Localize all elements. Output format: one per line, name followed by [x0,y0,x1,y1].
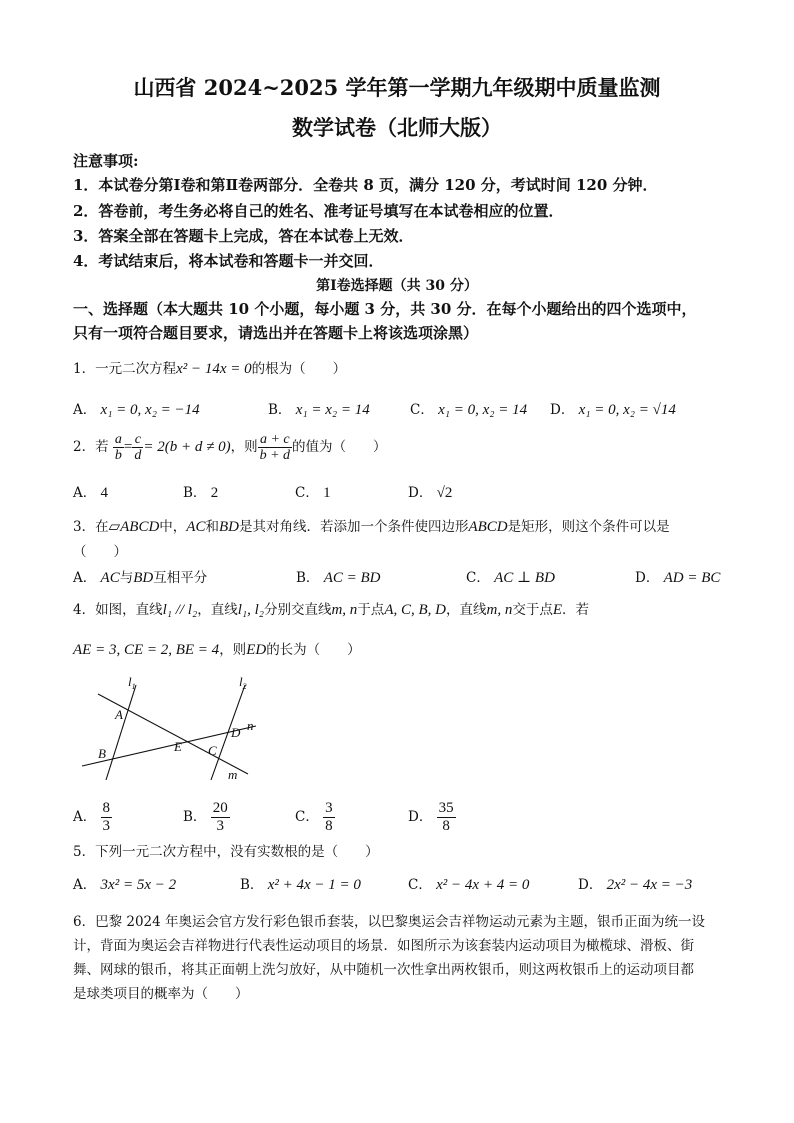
q2-prefix: 2．若 [73,439,109,455]
option-label: D． [408,809,433,825]
question-1-stem [73,357,346,378]
q4-text: 交于点 [512,602,553,618]
q4-math: AE = 3, CE = 2, BE = 4 [73,642,220,658]
frac-num: 8 [102,800,111,816]
option-label: A． [73,877,97,893]
q4-math: ED [246,642,267,658]
q4-text: ，直线 [197,602,238,618]
option-label: A． [73,485,97,501]
exam-title: 山西省 2024~2025 学年第一学期九年级期中质量监测 [133,75,661,100]
label-m: m [228,767,238,782]
frac-den: d [134,448,142,463]
q1-option-a[interactable] [73,398,200,419]
frac-num: 20 [212,800,228,816]
option-label: D． [578,877,603,893]
q5-option-d[interactable] [578,873,692,894]
label-b: B [98,746,106,761]
label-n: n [247,718,254,733]
q5-option-b[interactable] [240,873,361,894]
option-label: C． [408,877,432,893]
q3-option-b[interactable] [296,566,381,587]
question-5-stem: 5．下列一元二次方程中，没有实数根的是（ ） [73,844,379,860]
q4-option-d[interactable] [408,800,456,835]
fraction [437,800,456,835]
option-label: B． [183,809,207,825]
q1-prefix: 1．一元二次方程 [73,361,177,377]
option-text: x₁ = 0, x₂ = √14 [578,402,676,418]
q4-text: 的长为（ ） [266,642,361,658]
q4-math: m, n [331,602,358,618]
question-2-stem: 2．若 $\frac{a}{b}$ = $\frac{c}{d}$ = 2(b + d ≠ 0)，则 $\frac{a + c}{b + d}$ 的值为（ ） [73,432,387,463]
option-text: x₁ = 0, x₂ = 14 [438,402,528,418]
label-l2: $l_2$ [239,674,247,691]
option-label: A． [73,570,97,586]
fraction [132,432,143,463]
q4-math: l₁, l₂ [237,602,264,618]
notice-item: 3．答案全部在答题卡上完成，答在本试卷上无效． [73,227,414,245]
option-text: AD = BC [663,570,721,586]
frac-num: 35 [438,800,454,816]
question-4-stem [73,598,589,619]
q4-math: m, n [486,602,513,618]
question-6-line: 6．巴黎 2024 年奥运会官方发行彩色银币套装，以巴黎奥运会吉祥物运动元素为主题，银币正面为统一设 [73,914,706,930]
option-text: x₁ = 0, x₂ = −14 [100,402,200,418]
fraction [113,432,124,463]
q1-option-d[interactable] [550,398,676,419]
notice-item: 2．答卷前，考生务必将自己的姓名、准考证号填写在本试卷相应的位置． [73,202,564,220]
notice-item: 4．考试结束后，将本试卷和答题卡一并交回． [73,252,384,270]
option-text: AC [100,570,120,586]
part-heading: 只有一项符合题目要求，请选出并在答题卡上将该选项涂黑） [73,324,479,342]
q5-option-c[interactable] [408,873,529,894]
q1-option-c[interactable] [410,398,527,419]
option-label: A． [73,809,97,825]
question-6-line: 是球类项目的概率为（ ） [73,986,249,1002]
q3-answer-blank: （ ） [73,544,127,560]
option-text: BD [133,570,154,586]
label-e: E [174,739,182,754]
q4-text: ，则 [219,642,247,658]
q4-math: l₁ // l₂ [162,602,198,618]
q2-mid: ，则 [230,439,258,455]
notice-heading: 注意事项: [73,152,139,170]
line-l1 [106,685,136,780]
option-label: B． [240,877,264,893]
q3-text: 是其对角线．若添加一个条件使四边形 [238,519,469,535]
question-3-stem [73,515,670,536]
part-heading: 一、选择题（本大题共 10 个小题，每小题 3 分，共 30 分．在每个小题给出的四个选项中， [73,300,697,318]
option-label: D． [635,570,660,586]
q4-text: 于点 [357,602,385,618]
q4-option-c[interactable] [295,800,335,835]
option-label: C． [295,485,319,501]
fraction [323,800,335,835]
q4-math: A, C, B, D [384,602,446,618]
option-label: D． [550,402,575,418]
option-text: 3x² = 5x − 2 [100,877,177,893]
option-text: x₁ = x₂ = 14 [295,402,370,418]
q1-equation: x² − 14x = 0 [176,361,252,377]
fraction [101,800,113,835]
option-label: B． [296,570,320,586]
option-text: √2 [436,485,453,501]
option-text: 与 [119,570,134,586]
notice-item: 1．本试卷分第Ⅰ卷和第Ⅱ卷两部分．全卷共 8 页，满分 120 分，考试时间 120 分钟． [73,176,658,194]
option-text: 1 [323,485,331,501]
q2-suffix: 的值为（ ） [292,439,387,455]
frac-num: a [114,432,122,447]
q2-option-b[interactable] [183,481,218,502]
q3-text: 3．在 [73,519,109,535]
q3-math: ▱ABCD [108,519,160,535]
option-text: AC = BD [323,570,381,586]
option-text: 4 [100,485,109,501]
frac-num: c [132,432,143,448]
q3-text: 是矩形，则这个条件可以是 [507,519,670,535]
label-l1: $l_1$ [128,674,136,691]
q4-math: E [552,602,562,618]
fraction [211,800,230,835]
frac-den: b [114,448,122,463]
q3-option-d[interactable] [635,566,720,587]
label-c: C [208,743,217,758]
frac-den: 3 [102,818,111,834]
q1-suffix: 的根为（ ） [251,361,347,377]
option-label: C． [466,570,490,586]
q3-text: 和 [205,519,219,535]
option-text: 2x² − 4x = −3 [606,877,693,893]
q1-option-b[interactable] [268,398,370,419]
q2-condition: = 2(b + d ≠ 0) [143,439,231,455]
frac-den: 3 [216,818,224,834]
section-title: 第Ⅰ卷选择题（共 30 分） [316,278,478,294]
q2-option-d[interactable] [408,481,452,502]
q2-option-a[interactable] [73,481,108,502]
option-text: x² + 4x − 1 = 0 [267,877,361,893]
frac-num: 3 [325,800,333,816]
q3-math: BD [218,519,239,535]
frac-den: 8 [325,818,333,834]
q5-option-a[interactable] [73,873,176,894]
fraction [258,432,292,463]
option-label: D． [408,485,433,501]
q3-option-a[interactable] [73,566,207,587]
question-4-given [73,638,361,659]
option-label: A． [73,402,97,418]
option-text: AC ⊥ BD [494,570,555,586]
option-label: B． [268,402,292,418]
option-label: B． [183,485,207,501]
q3-math: ABCD [468,519,508,535]
frac-den: b + d [259,448,291,463]
option-text: 2 [210,485,219,501]
q4-option-a[interactable] [73,800,112,835]
q4-text: 分别交直线 [263,602,332,618]
q4-text: ，直线 [445,602,487,618]
q4-option-b[interactable] [183,800,230,835]
label-d: D [231,725,241,740]
q4-text: ．若 [562,602,589,618]
option-label: C． [295,809,319,825]
q3-option-c[interactable] [466,566,555,587]
q3-math: AC [186,519,206,535]
q4-geometry-figure [78,672,278,784]
frac-den: 8 [442,818,450,834]
option-text: 互相平分 [153,570,208,586]
frac-num: a + c [258,432,292,448]
q4-text: 4．如图，直线 [73,602,163,618]
question-6-line: 舞、网球的银币，将其正面朝上洗匀放好，从中随机一次性拿出两枚银币，则这两枚银币上的运动项目都 [73,962,694,978]
q2-option-c[interactable] [295,481,331,502]
option-text: x² − 4x + 4 = 0 [436,877,530,893]
q3-text: 中， [159,519,187,535]
label-a: A [115,707,123,722]
exam-subtitle: 数学试卷（北师大版） [292,115,502,140]
question-6-line: 计，背面为奥运会吉祥物进行代表性运动项目的场景．如图所示为该套装内运动项目为橄榄球、滑板、街 [73,938,694,954]
option-label: C． [410,402,434,418]
